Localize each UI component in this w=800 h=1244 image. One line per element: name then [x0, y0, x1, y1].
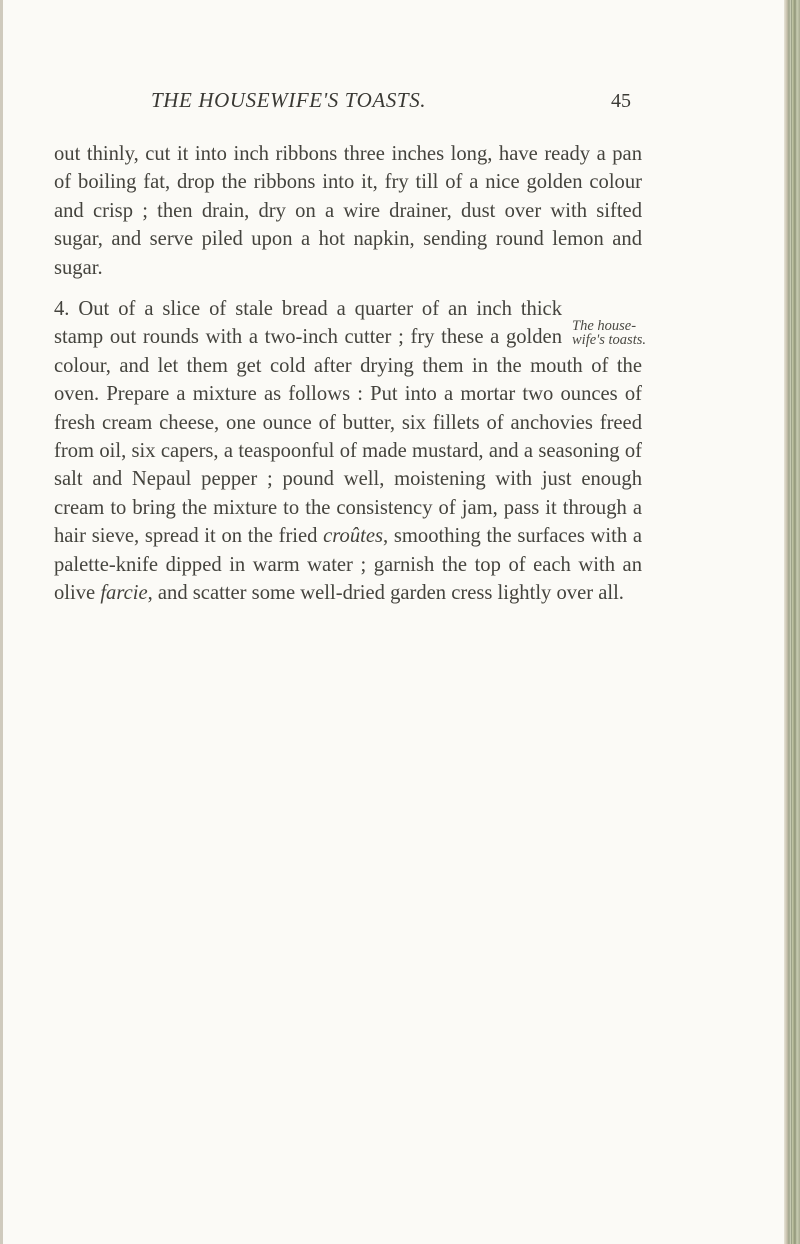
farcie-term: farcie [100, 582, 148, 605]
binding-gutter [784, 0, 800, 1244]
margin-note-line-1: The house- [572, 318, 637, 335]
croutes-term: croûtes [323, 525, 384, 548]
margin-note-line-2: wife's toasts. [572, 332, 647, 349]
page-number: 45 [611, 90, 631, 112]
recipe-text-part-1: 4. Out of a slice of stale bread a quarter of an inch thick stamp out rounds with a two-inch cutter ; fry these a golden colour, and let them get cold after drying them in the mouth of the oven. Prepare a mixture as follows : Put into a mortar two ounces of fresh cream cheese, one ounce of butter, six fillets of anchovies freed from oil, six capers, a teaspoonful of made mustard, and a seasoning of salt and Nepaul pepper ; pound well, moistening with just enough cream to bring the mixture to the consistency of jam, pass it through a hair sieve, spread it on the fried [54, 298, 642, 548]
running-head [0, 88, 800, 118]
recipe-text-part-3: , and scatter some well-dried garden cress lightly over all. [147, 582, 624, 605]
paragraph-recipe-4 [54, 295, 647, 607]
running-title: THE HOUSEWIFE'S TOASTS. [151, 88, 427, 112]
paragraph-continuation: out thinly, cut it into inch ribbons three inches long, have ready a pan of boiling fat, drop the ribbons into it, fry till of a nice golden colour and crisp ; then drain, dry on a wire drainer, dust over with sifted sugar, and serve piled upon a hot napkin, sending round lemon and sugar. [54, 143, 642, 279]
page-edge [0, 0, 3, 1244]
margin-note [572, 319, 670, 347]
body-text [54, 140, 647, 608]
gutter-crease [791, 0, 792, 1244]
recipe-text-part-2: , smoothing the surfaces with a palette-knife dipped in warm water ; garnish the top of each with an olive [54, 525, 642, 605]
